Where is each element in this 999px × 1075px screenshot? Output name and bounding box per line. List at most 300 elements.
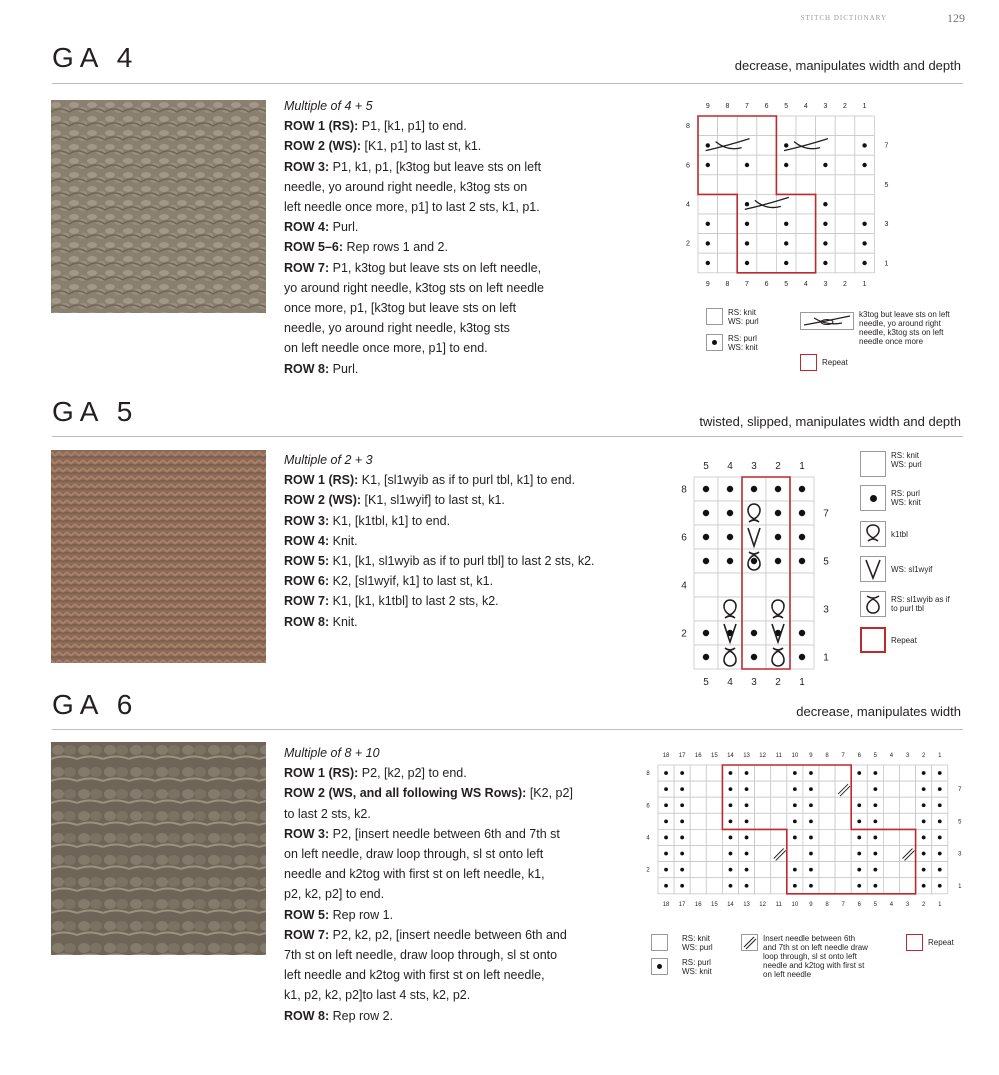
chart-cell	[755, 846, 771, 862]
purl-dot	[922, 771, 926, 775]
purl-dot	[793, 884, 797, 888]
knit-swatch-photo	[51, 742, 266, 955]
chart-cell	[706, 878, 722, 894]
chart-cell	[835, 194, 855, 214]
row-label: ROW 5–6:	[284, 240, 344, 255]
purl-dot	[664, 884, 668, 888]
chart-legend	[860, 451, 990, 656]
chart-cell	[698, 116, 718, 136]
chart-cell	[835, 765, 851, 781]
knit-symbol-icon	[651, 934, 668, 951]
purl-dot	[873, 836, 877, 840]
chart-cell	[766, 573, 790, 597]
instruction-line	[284, 844, 573, 864]
purl-dot	[680, 819, 684, 823]
column-number-bottom: 2	[921, 901, 926, 908]
row-list	[284, 470, 595, 632]
purl-dot	[799, 654, 805, 660]
column-number-top: 1	[862, 103, 867, 110]
instruction-line	[284, 359, 544, 379]
column-number-bottom: 14	[727, 901, 734, 908]
row-number-left: 4	[681, 580, 687, 592]
legend-text: WS: sl1wyif	[891, 565, 933, 574]
chart-cell	[771, 813, 787, 829]
purl-dot	[809, 884, 813, 888]
chart-cell	[694, 573, 718, 597]
chart-cell	[776, 194, 796, 214]
chart-cell	[757, 175, 777, 195]
instruction-line	[284, 945, 573, 965]
row-text: to last 2 sts, k2.	[284, 806, 371, 821]
purl-dot	[873, 852, 877, 856]
purl-dot-icon	[860, 485, 886, 511]
chart-cell	[690, 862, 706, 878]
knit-symbol-icon	[860, 451, 886, 477]
purl-dot	[729, 868, 733, 872]
column-number-top: 17	[678, 753, 686, 759]
legend-text: RS: purl WS: knit	[728, 334, 758, 352]
chart-cell	[883, 765, 899, 781]
chart-cell	[835, 862, 851, 878]
instruction-line	[284, 531, 595, 551]
column-number-top: 4	[803, 103, 808, 110]
section-title: GA 6	[52, 689, 139, 720]
stitch-chart	[684, 96, 899, 294]
column-number-top: 9	[705, 103, 710, 110]
purl-dot	[745, 261, 749, 265]
chart-cell	[771, 862, 787, 878]
row-text: P1, k1, p1, [k3tog but leave sts on left	[329, 159, 542, 174]
column-number-top: 5	[703, 461, 709, 472]
chart-cell	[835, 136, 855, 156]
chart-cell	[690, 781, 706, 797]
column-number-bottom: 9	[809, 901, 813, 908]
legend-item-repeat	[906, 934, 954, 951]
row-text: [K1, p1] to last st, k1.	[361, 139, 482, 154]
chart-cell	[694, 597, 718, 621]
row-number-right: 7	[958, 787, 962, 794]
repeat-box-icon	[860, 627, 886, 653]
row-label: ROW 3:	[284, 826, 330, 841]
instruction-line	[284, 591, 595, 611]
row-number-left: 8	[686, 123, 690, 131]
chart-cell	[776, 175, 796, 195]
chart-cell	[900, 878, 916, 894]
purl-dot	[809, 868, 813, 872]
instruction-line	[284, 136, 544, 156]
repeat-box-icon	[800, 354, 817, 371]
column-number-bottom: 2	[775, 677, 781, 688]
purl-dot	[727, 534, 733, 540]
chart-cell	[706, 813, 722, 829]
row-text: Rep rows 1 and 2.	[343, 240, 448, 255]
legend-item-k1tbl	[860, 521, 908, 547]
purl-dot	[729, 819, 733, 823]
column-number-bottom: 4	[803, 280, 808, 288]
chart-cell	[796, 214, 816, 234]
chart-cell	[796, 116, 816, 136]
column-number-top: 14	[727, 753, 734, 759]
purl-dot	[706, 163, 710, 167]
purl-dot	[664, 771, 668, 775]
column-number-top: 4	[727, 461, 733, 472]
purl-dot	[922, 852, 926, 856]
purl-dot	[873, 819, 877, 823]
k1tbl-symbol-icon	[860, 521, 886, 547]
purl-dot	[680, 852, 684, 856]
row-text: [K2, p2]	[526, 786, 573, 801]
knit-swatch-photo	[51, 100, 266, 313]
column-number-bottom: 4	[889, 901, 894, 908]
purl-dot	[745, 836, 749, 840]
row-label: ROW 4:	[284, 220, 330, 235]
chart-cell	[706, 797, 722, 813]
purl-dot	[799, 630, 805, 636]
chart-cell	[819, 797, 835, 813]
row-label: ROW 8:	[284, 361, 330, 376]
chart-cell	[755, 813, 771, 829]
purl-dot	[873, 787, 877, 791]
purl-dot	[703, 630, 709, 636]
chart-cell	[819, 878, 835, 894]
instruction-line	[284, 864, 573, 884]
chart-cell	[755, 781, 771, 797]
column-number-top: 18	[662, 753, 670, 759]
chart-cell	[796, 234, 816, 254]
purl-dot	[809, 836, 813, 840]
chart-cell	[690, 797, 706, 813]
purl-dot	[775, 486, 781, 492]
instruction-line	[284, 157, 544, 177]
purl-dot	[729, 787, 733, 791]
chart-cell	[757, 155, 777, 175]
stitch-chart	[664, 450, 844, 694]
chart-cell	[757, 234, 777, 254]
purl-dot	[938, 771, 942, 775]
row-text: needle and k2tog with first st on left needle, k1,	[284, 867, 545, 882]
chart-cell	[737, 175, 757, 195]
purl-dot	[745, 884, 749, 888]
purl-dot	[857, 884, 861, 888]
chart-svg	[684, 96, 899, 294]
sl1wyif-symbol-icon	[860, 556, 886, 582]
chart-cell	[718, 234, 738, 254]
purl-dot	[664, 803, 668, 807]
stitch-chart	[640, 746, 965, 912]
chart-cell	[796, 175, 816, 195]
chart-cell	[718, 175, 738, 195]
row-number-left: 6	[681, 532, 687, 544]
column-number-bottom: 3	[905, 901, 910, 908]
instruction-line	[284, 763, 573, 783]
purl-dot	[727, 558, 733, 564]
legend-text: RS: knit WS: purl	[728, 308, 759, 326]
column-number-top: 5	[784, 103, 789, 110]
chart-cell	[883, 862, 899, 878]
column-number-top: 6	[857, 753, 861, 759]
purl-dot	[938, 852, 942, 856]
column-number-top: 3	[751, 461, 757, 472]
column-number-bottom: 8	[825, 901, 829, 908]
column-number-top: 10	[791, 753, 799, 759]
purl-dot	[745, 852, 749, 856]
purl-dot	[799, 486, 805, 492]
purl-dot	[706, 222, 710, 226]
column-number-bottom: 11	[775, 901, 782, 908]
purl-dot	[823, 241, 827, 245]
repeat-box-icon	[906, 934, 923, 951]
chart-cell	[855, 175, 875, 195]
row-text: left needle and k2tog with first st on left needle,	[284, 968, 545, 983]
insert-needle-symbol-icon	[741, 934, 758, 951]
chart-cell	[796, 194, 816, 214]
row-number-left: 4	[686, 201, 690, 209]
section-tags: decrease, manipulates width	[796, 704, 961, 719]
chart-svg	[664, 450, 844, 694]
purl-dot	[664, 836, 668, 840]
purl-dot	[745, 803, 749, 807]
row-label: ROW 1 (RS):	[284, 473, 359, 488]
row-number-right: 3	[823, 604, 829, 616]
purl-dot	[729, 836, 733, 840]
stitch-multiple: Multiple of 2 + 3	[284, 453, 373, 467]
chart-cell	[737, 116, 757, 136]
chart-cell	[757, 214, 777, 234]
row-text: left needle once more, p1] to last 2 sts, k1, p1.	[284, 200, 540, 215]
purl-dot	[938, 787, 942, 791]
stitch-multiple: Multiple of 4 + 5	[284, 99, 373, 113]
row-label: ROW 8:	[284, 1008, 330, 1023]
instruction-line	[284, 258, 544, 278]
purl-dot	[664, 868, 668, 872]
chart-cell	[835, 175, 855, 195]
purl-dot	[862, 241, 866, 245]
purl-dot	[706, 143, 710, 147]
row-number-right: 7	[823, 508, 829, 520]
legend-text: RS: sl1wyib as if to purl tbl	[891, 595, 950, 613]
chart-cell	[900, 862, 916, 878]
row-text: K1, [k1, k1tbl] to last 2 sts, k2.	[329, 594, 499, 609]
instruction-line	[284, 804, 573, 824]
chart-cell	[851, 781, 867, 797]
chart-cell	[835, 214, 855, 234]
row-number-left: 6	[646, 803, 650, 810]
purl-dot	[729, 803, 733, 807]
row-text: P2, [insert needle between 6th and 7th st	[329, 826, 560, 841]
chart-cell	[718, 214, 738, 234]
purl-dot	[664, 852, 668, 856]
column-number-bottom: 5	[873, 901, 878, 908]
row-text: K1, [k1, sl1wyib as if to purl tbl] to last 2 sts, k2.	[329, 554, 595, 569]
column-number-top: 5	[873, 753, 878, 759]
purl-dot	[799, 534, 805, 540]
column-number-top: 2	[843, 103, 847, 110]
row-number-right: 5	[823, 556, 829, 568]
column-number-top: 16	[694, 753, 702, 759]
column-number-bottom: 6	[764, 280, 769, 288]
instruction-line	[284, 551, 595, 571]
purl-dot	[823, 202, 827, 206]
chart-cell	[776, 116, 796, 136]
instruction-line	[284, 116, 544, 136]
chart-cell	[835, 234, 855, 254]
legend-item-purl	[651, 958, 712, 976]
purl-dot-icon	[651, 958, 668, 975]
chart-cell	[706, 765, 722, 781]
purl-dot	[857, 836, 861, 840]
purl-dot	[793, 819, 797, 823]
purl-dot	[664, 787, 668, 791]
row-text: Rep row 2.	[329, 1008, 394, 1023]
chart-cell	[755, 797, 771, 813]
purl-dot	[680, 868, 684, 872]
purl-dot	[745, 163, 749, 167]
row-number-left: 6	[686, 162, 690, 170]
column-number-bottom: 16	[694, 901, 702, 908]
chart-cell	[690, 813, 706, 829]
instruction-line	[284, 1006, 573, 1026]
purl-dot	[793, 803, 797, 807]
k3tog-symbol-icon	[800, 312, 854, 330]
row-label: ROW 3:	[284, 159, 330, 174]
row-text: Purl.	[329, 361, 359, 376]
instruction-line	[284, 490, 595, 510]
legend-text: Repeat	[822, 358, 848, 367]
purl-dot	[873, 868, 877, 872]
sl1wyib-symbol-icon	[860, 591, 886, 617]
column-number-bottom: 10	[791, 901, 799, 908]
row-label: ROW 8:	[284, 614, 330, 629]
row-text: K1, [sl1wyib as if to purl tbl, k1] to end.	[358, 473, 576, 488]
row-number-left: 2	[646, 867, 650, 874]
row-text: needle, yo around right needle, k3tog sts	[284, 321, 510, 336]
chart-cell	[718, 155, 738, 175]
chart-svg	[640, 746, 965, 912]
chart-cell	[771, 829, 787, 845]
legend-text: Repeat	[891, 636, 917, 645]
purl-dot	[938, 803, 942, 807]
legend-item-purl	[860, 485, 921, 511]
purl-dot	[680, 787, 684, 791]
column-number-top: 4	[889, 753, 894, 759]
legend-text: RS: knit WS: purl	[682, 934, 713, 952]
chart-cell	[819, 781, 835, 797]
chart-cell	[755, 829, 771, 845]
row-label: ROW 1 (RS):	[284, 766, 359, 781]
instruction-line	[284, 985, 573, 1005]
column-number-bottom: 1	[862, 280, 867, 288]
legend-item-repeat	[860, 627, 917, 653]
purl-dot	[857, 803, 861, 807]
chart-cell	[835, 797, 851, 813]
chart-cell	[900, 765, 916, 781]
chart-cell	[718, 194, 738, 214]
purl-dot	[793, 771, 797, 775]
purl-dot	[751, 654, 757, 660]
column-number-top: 7	[745, 103, 749, 110]
row-text: P2, [k2, p2] to end.	[358, 766, 467, 781]
purl-dot	[922, 787, 926, 791]
purl-dot	[784, 241, 788, 245]
row-list	[284, 116, 544, 379]
instruction-line	[284, 571, 595, 591]
instructions	[284, 96, 544, 379]
purl-dot	[751, 630, 757, 636]
chart-cell	[718, 573, 742, 597]
section-tags: twisted, slipped, manipulates width and depth	[699, 414, 961, 429]
row-text: k1, p2, k2, p2]to last 4 sts, k2, p2.	[284, 988, 471, 1003]
purl-dot	[680, 771, 684, 775]
chart-cell	[706, 862, 722, 878]
instruction-line	[284, 197, 544, 217]
row-number-left: 8	[646, 771, 650, 778]
column-number-top: 3	[823, 103, 828, 110]
instruction-line	[284, 278, 544, 298]
row-number-right: 1	[884, 260, 889, 268]
row-number-right: 5	[884, 181, 889, 189]
chart-cell	[900, 797, 916, 813]
column-number-bottom: 13	[743, 901, 750, 908]
purl-dot	[729, 884, 733, 888]
instruction-line	[284, 298, 544, 318]
section-tags: decrease, manipulates width and depth	[734, 58, 961, 73]
chart-cell	[835, 878, 851, 894]
row-text: needle, yo around right needle, k3tog sts on	[284, 179, 528, 194]
stitch-multiple: Multiple of 8 + 10	[284, 746, 380, 760]
purl-dot	[857, 868, 861, 872]
chart-cell	[883, 846, 899, 862]
chart-cell	[771, 878, 787, 894]
row-text: Rep row 1.	[329, 907, 394, 922]
purl-dot	[703, 654, 709, 660]
section-rule	[52, 729, 963, 730]
purl-dot	[703, 510, 709, 516]
purl-dot	[938, 836, 942, 840]
row-text: p2, k2, p2] to end.	[284, 887, 385, 902]
row-label: ROW 1 (RS):	[284, 119, 359, 134]
chart-cell	[816, 175, 836, 195]
section-rule	[52, 436, 963, 437]
purl-dot	[680, 884, 684, 888]
chart-cell	[883, 813, 899, 829]
chart-legend	[706, 308, 976, 378]
chart-cell	[742, 573, 766, 597]
chart-cell	[883, 878, 899, 894]
row-text: yo around right needle, k3tog sts on left needle	[284, 280, 544, 295]
instruction-line	[284, 177, 544, 197]
page-number: 129	[947, 11, 965, 25]
purl-dot	[862, 143, 866, 147]
purl-dot	[703, 486, 709, 492]
row-number-right: 7	[884, 142, 889, 150]
purl-dot	[862, 222, 866, 226]
row-label: ROW 7:	[284, 260, 330, 275]
chart-cell	[757, 136, 777, 156]
column-number-bottom: 9	[705, 280, 710, 288]
legend-item-knit	[860, 451, 922, 477]
row-label: ROW 3:	[284, 513, 330, 528]
legend-item-slwyif	[860, 556, 932, 582]
chart-cell	[819, 829, 835, 845]
purl-dot	[857, 819, 861, 823]
purl-dot	[751, 486, 757, 492]
purl-dot	[706, 261, 710, 265]
purl-dot	[793, 868, 797, 872]
instruction-line	[284, 318, 544, 338]
legend-item-repeat	[800, 354, 848, 371]
chart-cell	[718, 116, 738, 136]
row-text: P2, k2, p2, [insert needle between 6th and	[329, 927, 567, 942]
